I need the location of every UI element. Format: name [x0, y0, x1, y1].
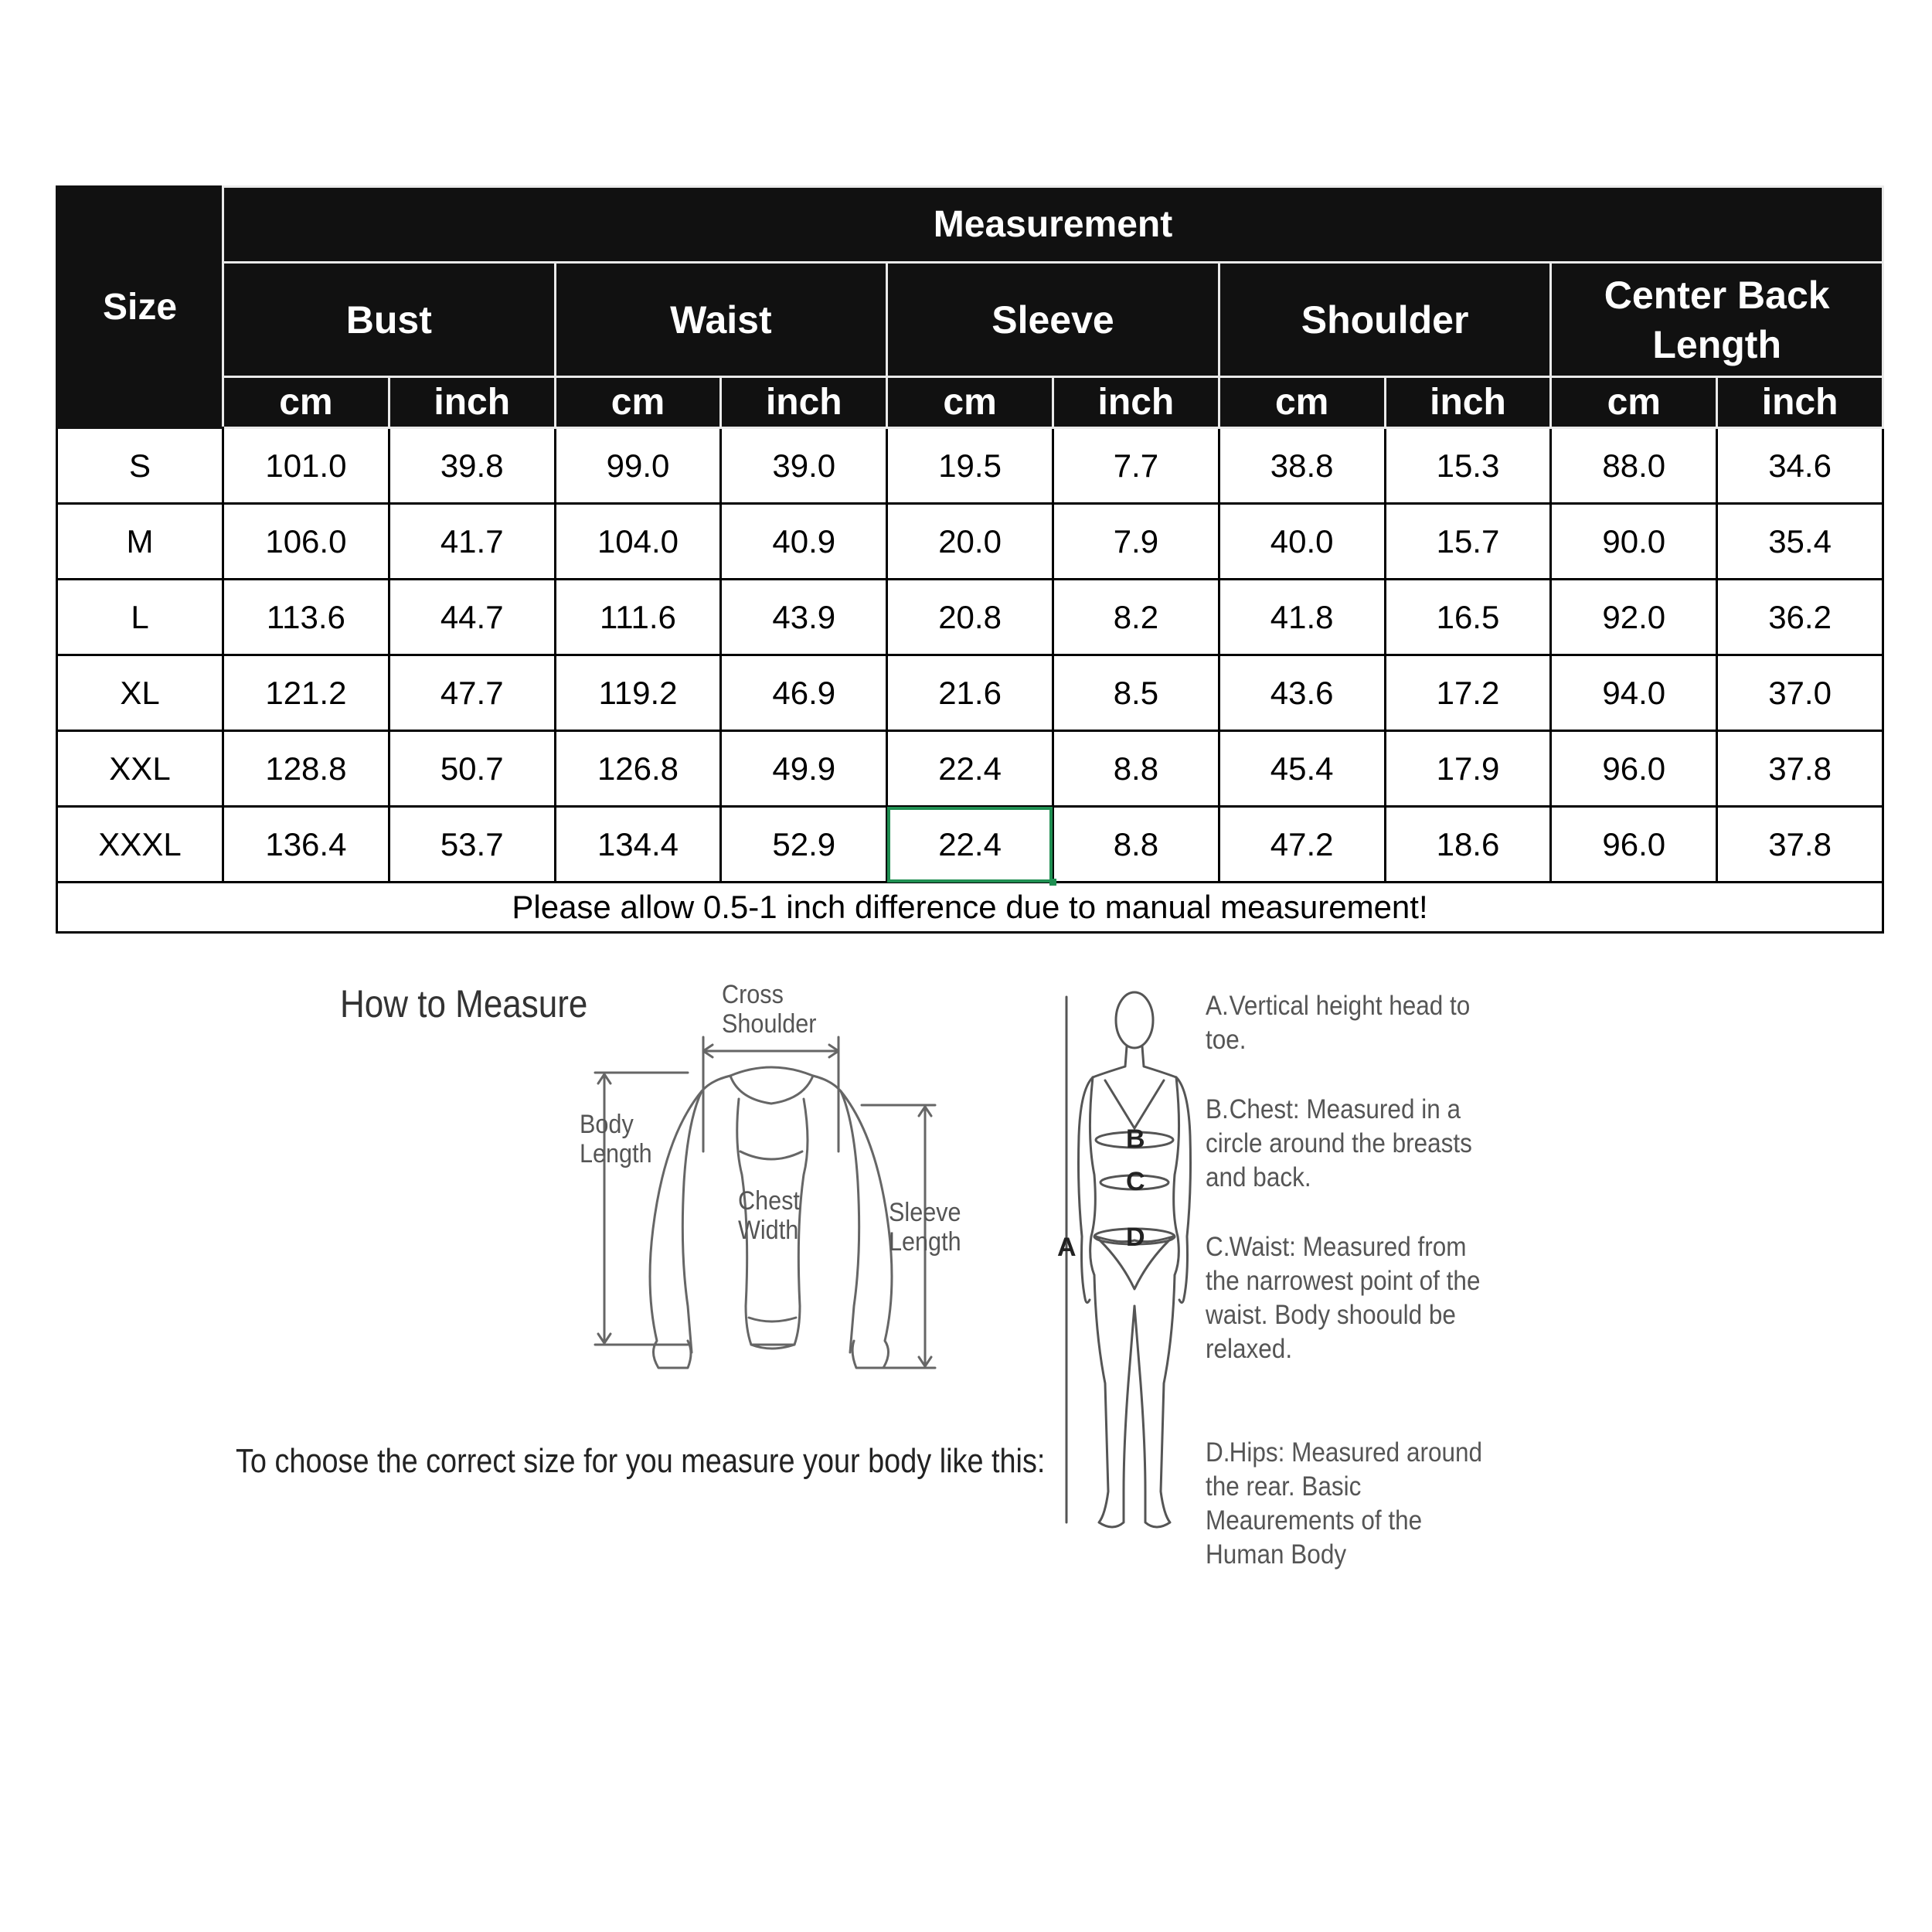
unit-cm-header: cm	[1551, 377, 1717, 428]
table-cell[interactable]: 7.7	[1053, 428, 1219, 504]
table-row	[57, 580, 1883, 655]
size-cell[interactable]: M	[57, 504, 223, 580]
table-cell[interactable]: 126.8	[555, 731, 721, 807]
table-cell[interactable]: 47.2	[1219, 807, 1385, 883]
chest-letter: B	[1126, 1124, 1145, 1154]
table-cell[interactable]: 106.0	[223, 504, 389, 580]
height-letter: A	[1057, 1233, 1077, 1262]
table-cell[interactable]: 49.9	[721, 731, 887, 807]
unit-inch-header: inch	[1717, 377, 1883, 428]
table-cell[interactable]: 40.0	[1219, 504, 1385, 580]
measurement-disclaimer: Please allow 0.5-1 inch difference due to manual measurement!	[57, 883, 1883, 933]
table-cell[interactable]: 37.8	[1717, 731, 1883, 807]
table-cell[interactable]: 101.0	[223, 428, 389, 504]
table-cell[interactable]: 8.5	[1053, 655, 1219, 731]
table-cell[interactable]: 35.4	[1717, 504, 1883, 580]
hips-letter: D	[1126, 1223, 1145, 1252]
group-header: Waist	[555, 263, 887, 377]
table-cell[interactable]: 37.8	[1717, 807, 1883, 883]
table-cell[interactable]: 37.0	[1717, 655, 1883, 731]
table-cell[interactable]: 17.2	[1385, 655, 1551, 731]
table-cell[interactable]: 134.4	[555, 807, 721, 883]
table-cell[interactable]: 8.2	[1053, 580, 1219, 655]
table-cell[interactable]: 119.2	[555, 655, 721, 731]
table-cell[interactable]: 20.8	[887, 580, 1053, 655]
note-height: A.Vertical height head to toe.	[1206, 991, 1471, 1055]
table-cell[interactable]: 104.0	[555, 504, 721, 580]
table-cell[interactable]: 50.7	[389, 731, 555, 807]
table-cell[interactable]: 7.9	[1053, 504, 1219, 580]
table-row	[57, 807, 1883, 883]
size-cell[interactable]: L	[57, 580, 223, 655]
size-cell[interactable]: XXL	[57, 731, 223, 807]
table-cell[interactable]: 41.8	[1219, 580, 1385, 655]
table-cell[interactable]: 8.8	[1053, 807, 1219, 883]
table-cell[interactable]: 128.8	[223, 731, 389, 807]
how-to-measure-title: How to Measure	[340, 982, 588, 1026]
unit-cm-header: cm	[887, 377, 1053, 428]
table-cell[interactable]: 90.0	[1551, 504, 1717, 580]
table-cell[interactable]: 20.0	[887, 504, 1053, 580]
unit-cm-header: cm	[555, 377, 721, 428]
size-cell[interactable]: XXXL	[57, 807, 223, 883]
measurement-header: Measurement	[223, 187, 1883, 263]
table-cell[interactable]: 45.4	[1219, 731, 1385, 807]
table-cell[interactable]: 15.7	[1385, 504, 1551, 580]
table-cell[interactable]: 16.5	[1385, 580, 1551, 655]
table-cell[interactable]: 92.0	[1551, 580, 1717, 655]
note-waist: C.Waist: Measured from the narrowest point of the waist. Body shoould be relaxed.	[1206, 1232, 1481, 1364]
note-chest: B.Chest: Measured in a circle around the breasts and back.	[1206, 1094, 1472, 1192]
table-cell[interactable]: 21.6	[887, 655, 1053, 731]
table-cell[interactable]: 40.9	[721, 504, 887, 580]
table-cell[interactable]: 44.7	[389, 580, 555, 655]
body-length-label: Body Length	[580, 1110, 652, 1168]
sleeve-length-label: Sleeve Length	[889, 1198, 961, 1257]
note-hips: D.Hips: Measured around the rear. Basic Meaurements of the Human Body	[1206, 1437, 1483, 1570]
table-row	[57, 504, 1883, 580]
size-column-header: Size	[57, 187, 223, 428]
table-cell[interactable]: 96.0	[1551, 731, 1717, 807]
table-cell[interactable]: 99.0	[555, 428, 721, 504]
table-cell[interactable]: 39.0	[721, 428, 887, 504]
table-cell[interactable]: 15.3	[1385, 428, 1551, 504]
table-cell[interactable]: 18.6	[1385, 807, 1551, 883]
table-row	[57, 428, 1883, 504]
size-cell[interactable]: XL	[57, 655, 223, 731]
table-cell[interactable]: 46.9	[721, 655, 887, 731]
table-cell[interactable]: 19.5	[887, 428, 1053, 504]
table-cell[interactable]: 47.7	[389, 655, 555, 731]
table-cell[interactable]: 94.0	[1551, 655, 1717, 731]
table-cell[interactable]: 121.2	[223, 655, 389, 731]
cross-shoulder-label: Cross Shoulder	[722, 980, 817, 1039]
table-cell[interactable]: 39.8	[389, 428, 555, 504]
human-body-illustration	[1043, 981, 1206, 1553]
size-chart-table	[56, 185, 1884, 934]
table-cell[interactable]: 111.6	[555, 580, 721, 655]
table-cell[interactable]: 113.6	[223, 580, 389, 655]
table-cell[interactable]: 52.9	[721, 807, 887, 883]
table-cell[interactable]: 88.0	[1551, 428, 1717, 504]
table-cell[interactable]: 43.6	[1219, 655, 1385, 731]
unit-inch-header: inch	[721, 377, 887, 428]
table-row	[57, 655, 1883, 731]
table-cell[interactable]: 53.7	[389, 807, 555, 883]
unit-inch-header: inch	[389, 377, 555, 428]
table-cell[interactable]: 136.4	[223, 807, 389, 883]
table-cell[interactable]: 41.7	[389, 504, 555, 580]
size-cell[interactable]: S	[57, 428, 223, 504]
group-header: Shoulder	[1219, 263, 1551, 377]
group-header: Sleeve	[887, 263, 1219, 377]
table-row	[57, 731, 1883, 807]
unit-cm-header: cm	[1219, 377, 1385, 428]
table-cell[interactable]: 22.4	[887, 731, 1053, 807]
unit-cm-header: cm	[223, 377, 389, 428]
table-cell[interactable]: 43.9	[721, 580, 887, 655]
unit-inch-header: inch	[1385, 377, 1551, 428]
table-cell[interactable]: 38.8	[1219, 428, 1385, 504]
chest-width-label: Chest Width	[738, 1186, 800, 1245]
measure-instruction: To choose the correct size for you measure your body like this:	[236, 1442, 1046, 1480]
selected-table-cell[interactable]: 22.4	[887, 807, 1053, 883]
table-cell[interactable]: 36.2	[1717, 580, 1883, 655]
table-cell[interactable]: 96.0	[1551, 807, 1717, 883]
table-cell[interactable]: 34.6	[1717, 428, 1883, 504]
group-header: Bust	[223, 263, 556, 377]
unit-inch-header: inch	[1053, 377, 1219, 428]
table-cell[interactable]: 8.8	[1053, 731, 1219, 807]
waist-letter: C	[1126, 1167, 1145, 1196]
group-header: Center Back Length	[1551, 263, 1883, 377]
table-cell[interactable]: 17.9	[1385, 731, 1551, 807]
